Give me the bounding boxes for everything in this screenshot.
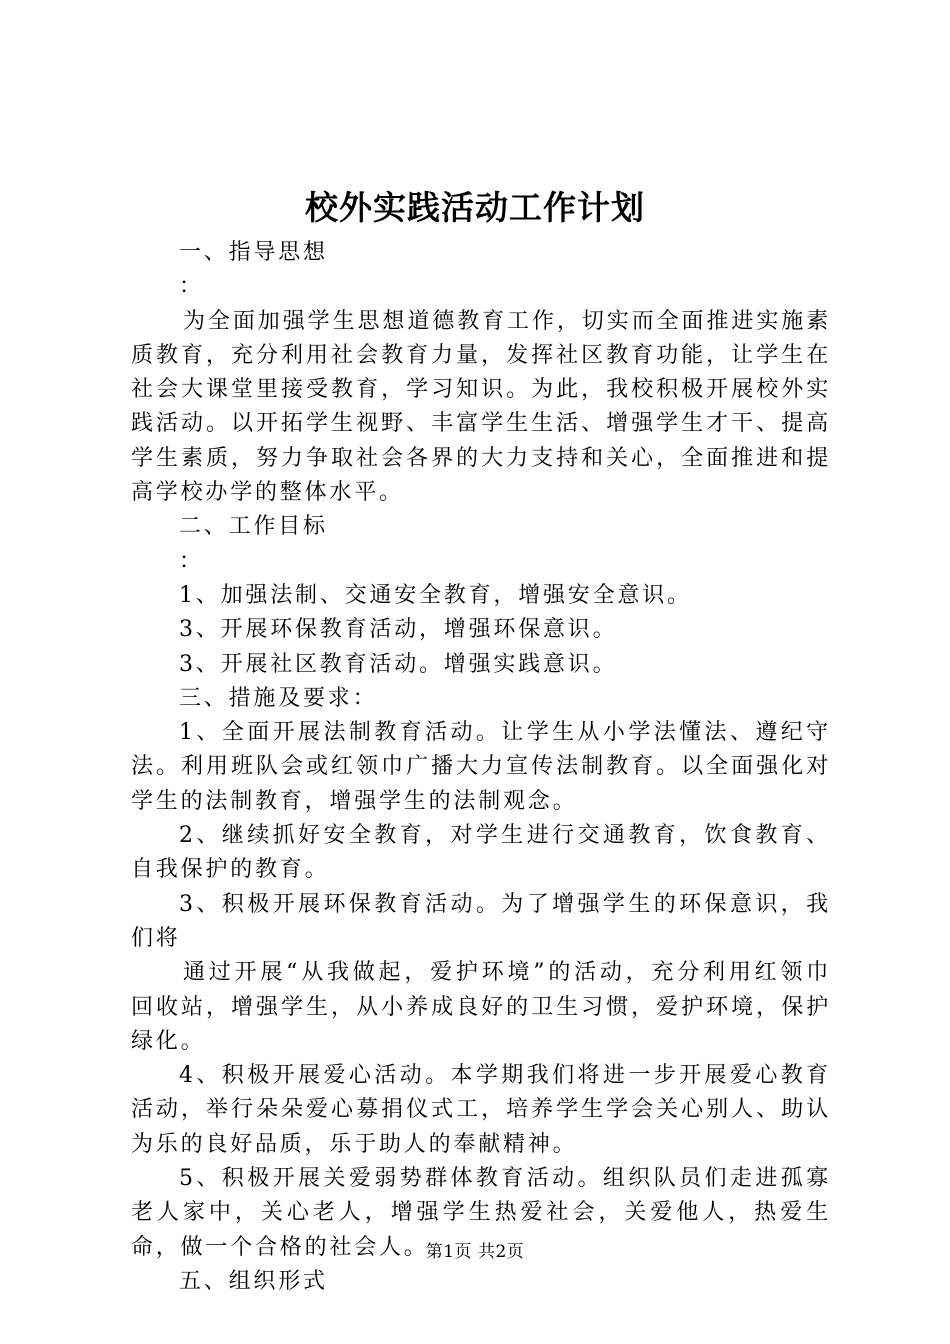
goal-item: 1、加强法制、交通安全教育，增强安全意识。	[179, 582, 692, 608]
goal-item: 3、开展社区教育活动。增强实践意识。	[179, 651, 618, 677]
document-body	[131, 236, 831, 1299]
measure-item: 2、继续抓好安全教育，对学生进行交通教育，饮食教育、自我保护的教育。	[131, 823, 831, 883]
section-heading-organization: 五、组织形式	[179, 1268, 328, 1294]
section-heading-guiding-ideology: 一、指导思想	[179, 240, 328, 265]
goal-item: 3、开展环保教育活动，增强环保意识。	[179, 617, 618, 643]
section-heading-measures: 三、措施及要求：	[179, 685, 378, 711]
paragraph-guiding-ideology: 为全面加强学生思想道德教育工作，切实而全面推进实施素质教育，充分利用社会教育力量，发挥社区教育功能，让学生在社会大课堂里接受教育，学习知识。为此，我校积极开展校外实践活动。以开拓学生视野、丰富学生生活、增强学生才干、提高学生素质，努力争取社会各界的大力支持和关心，全面推进和提高学校办学的整体水平。	[131, 308, 831, 506]
document-title: 校外实践活动工作计划	[305, 188, 645, 227]
measure-item: 1、全面开展法制教育活动。让学生从小学法懂法、遵纪守法。利用班队会或红领巾广播大力宣传法制教育。以全面强化对学生的法制教育，增强学生的法制观念。	[131, 720, 831, 814]
section-heading-work-goals: 二、工作目标	[179, 514, 328, 540]
colon-line: ：	[179, 548, 204, 574]
measure-item: 5、积极开展关爱弱势群体教育活动。组织队员们走进孤寡老人家中，关心老人，增强学生热爱社会，关爱他人，热爱生命，做一个合格的社会人。	[131, 1166, 831, 1260]
page-footer: 第1页 共2页	[425, 1242, 525, 1262]
measure-item: 4、积极开展爱心活动。本学期我们将进一步开展爱心教育活动，举行朵朵爱心募捐仪式工，培养学生学会关心别人、助认为乐的良好品质，乐于助人的奉献精神。	[131, 1063, 831, 1157]
measure-item: 3、积极开展环保教育活动。为了增强学生的环保意识，我们将	[131, 891, 831, 951]
colon-line: ：	[179, 274, 204, 300]
measure-item-continuation: 通过开展“从我做起，爱护环境”的活动，充分利用红领巾回收站，增强学生，从小养成良好的卫生习惯，爱护环境，保护绿化。	[131, 960, 831, 1054]
